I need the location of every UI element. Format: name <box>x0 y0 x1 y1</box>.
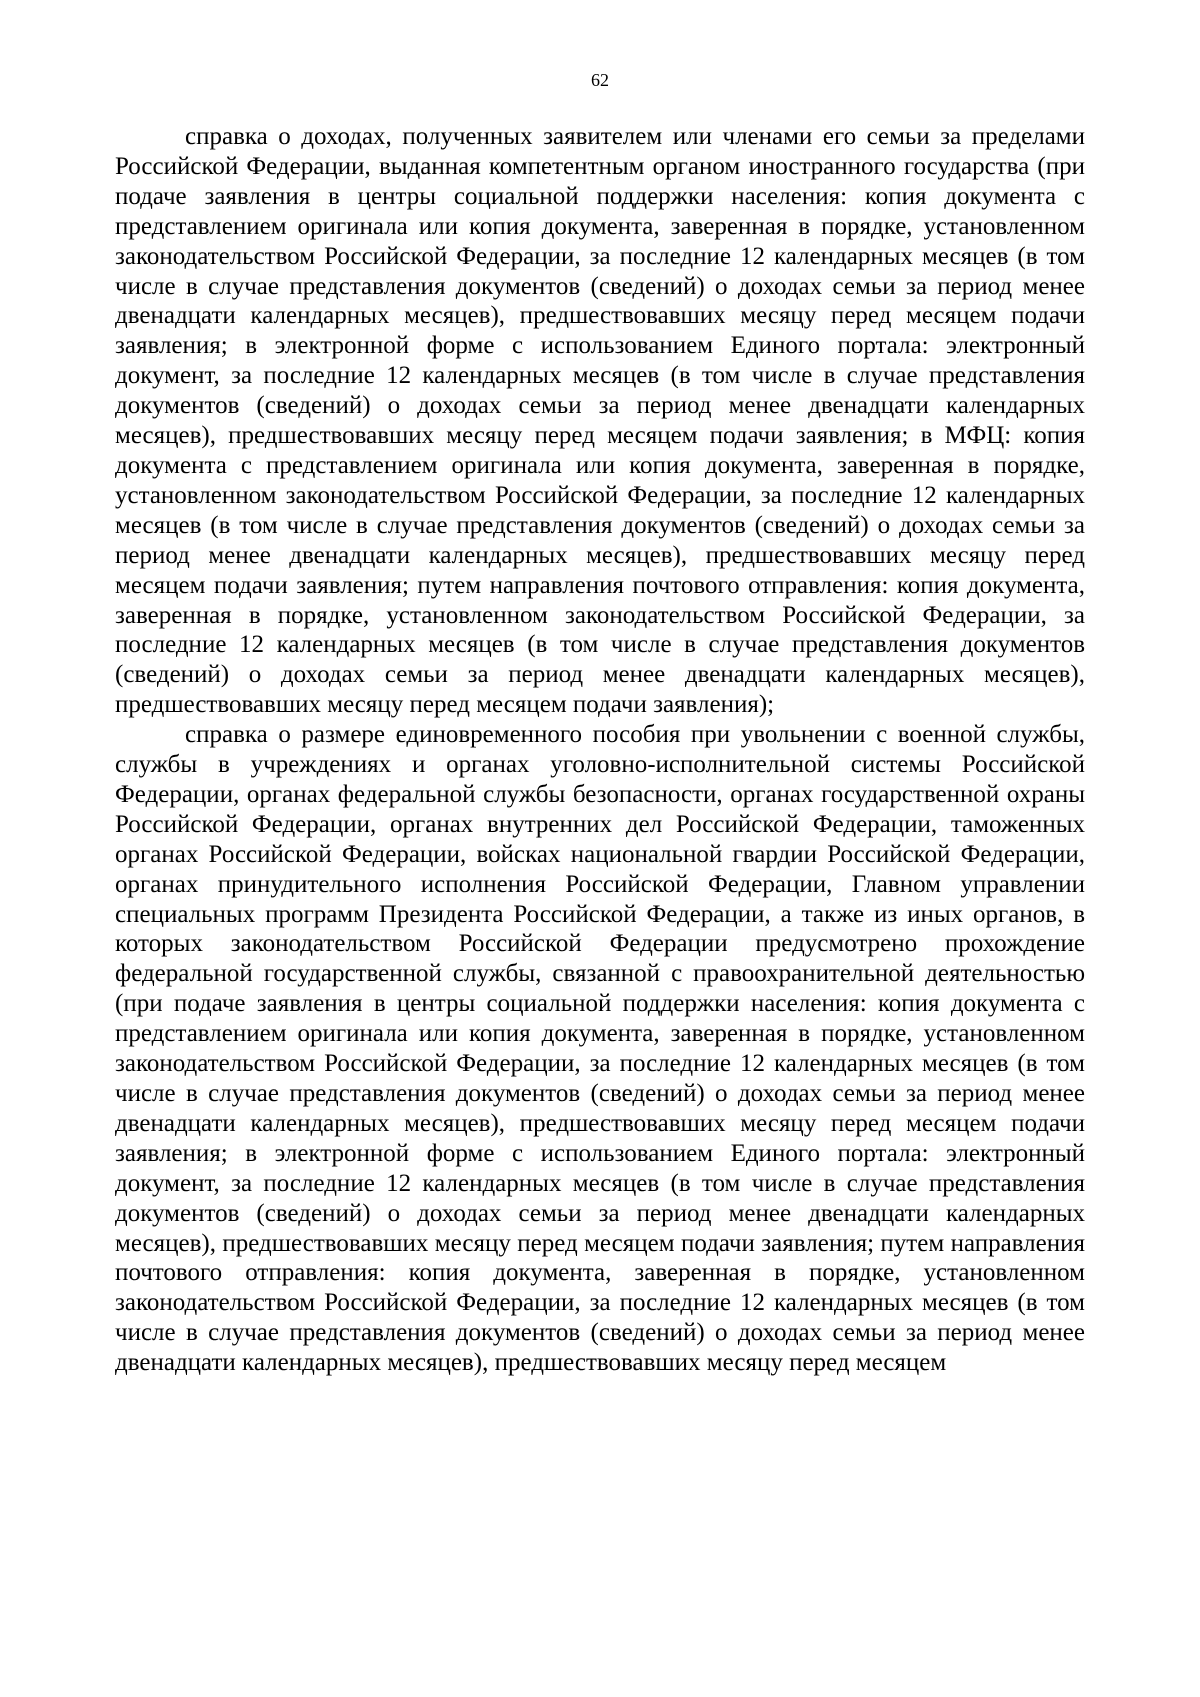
paragraph-foreign-income-certificate: справка о доходах, полученных заявителем или членами его семьи за пределами Российской Федерации, выданная компетентным органом иностранного государства (при подаче заявления в центры социальной поддержки населения: копия документа с представлением оригинала или копия документа, заверенная в порядке, установленном законодательством Российской Федерации, за последние 12 календарных месяцев (в том числе в случае представления документов (сведений) о доходах семьи за период менее двенадцати календарных месяцев), предшествовавших месяцу перед месяцем подачи заявления; в электронной форме с использованием Единого портала: электронный документ, за последние 12 календарных месяцев (в том числе в случае представления документов (сведений) о доходах семьи за период менее двенадцати календарных месяцев), предшествовавших месяцу перед месяцем подачи заявления; в МФЦ: копия документа с представлением оригинала или копия документа, заверенная в порядке, установленном законодательством Российской Федерации, за последние 12 календарных месяцев (в том числе в случае представления документов (сведений) о доходах семьи за период менее двенадцати календарных месяцев), предшествовавших месяцу перед месяцем подачи заявления; путем направления почтового отправления: копия документа, заверенная в порядке, установленном законодательством Российской Федерации, за последние 12 календарных месяцев (в том числе в случае представления документов (сведений) о доходах семьи за период менее двенадцати календарных месяцев), предшествовавших месяцу перед месяцем подачи заявления); <box>115 123 1085 719</box>
document-body <box>115 122 1085 1378</box>
page-number: 62 <box>591 70 609 90</box>
paragraph-severance-allowance-certificate: справка о размере единовременного пособия при увольнении с военной службы, службы в учреждениях и органах уголовно-исполнительной системы Российской Федерации, органах федеральной службы безопасности, органах государственной охраны Российской Федерации, органах внутренних дел Российской Федерации, таможенных органах Российской Федерации, войсках национальной гвардии Российской Федерации, органах принудительного исполнения Российской Федерации, Главном управлении специальных программ Президента Российской Федерации, а также из иных органов, в которых законодательством Российской Федерации предусмотрено прохождение федеральной государственной службы, связанной с правоохранительной деятельностью (при подаче заявления в центры социальной поддержки населения: копия документа с представлением оригинала или копия документа, заверенная в порядке, установленном законодательством Российской Федерации, за последние 12 календарных месяцев (в том числе в случае представления документов (сведений) о доходах семьи за период менее двенадцати календарных месяцев), предшествовавших месяцу перед месяцем подачи заявления; в электронной форме с использованием Единого портала: электронный документ, за последние 12 календарных месяцев (в том числе в случае представления документов (сведений) о доходах семьи за период менее двенадцати календарных месяцев), предшествовавших месяцу перед месяцем подачи заявления; путем направления почтового отправления: копия документа, заверенная в порядке, установленном законодательством Российской Федерации, за последние 12 календарных месяцев (в том числе в случае представления документов (сведений) о доходах семьи за период менее двенадцати календарных месяцев), предшествовавших месяцу перед месяцем <box>115 721 1085 1377</box>
